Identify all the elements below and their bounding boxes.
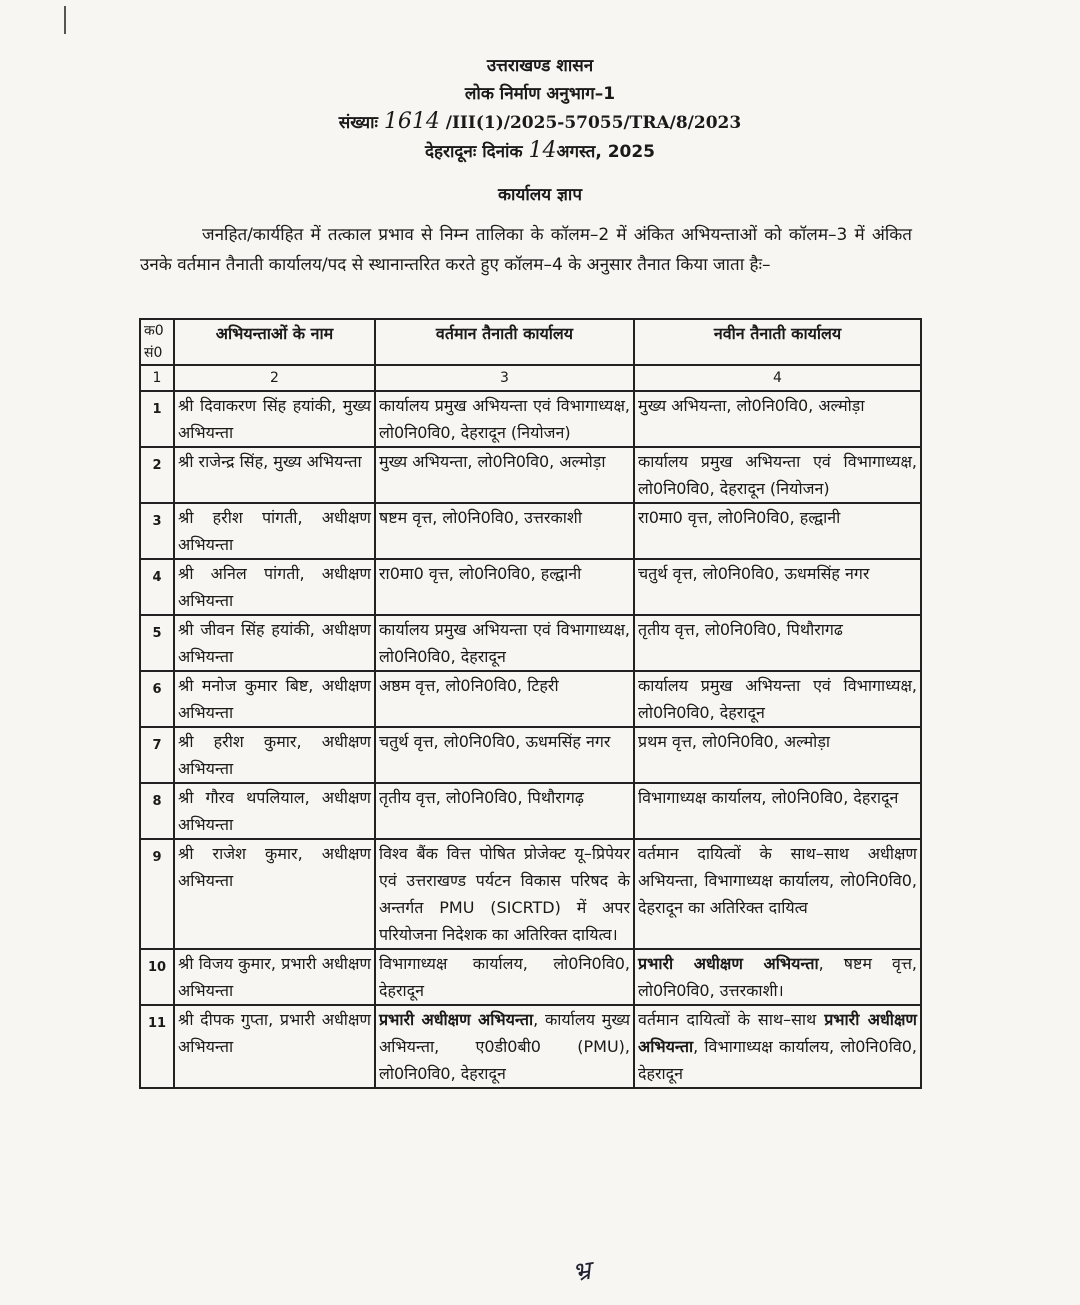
table-row — [140, 949, 921, 1005]
place-date-label: देहरादूनः दिनांक — [424, 142, 523, 162]
new-posting-bold: प्रभारी अधीक्षण अभियन्ता — [638, 954, 819, 973]
engineer-name: श्री गौरव थपलियाल, अधीक्षण अभियन्ता — [178, 788, 371, 834]
row-serial-cell — [140, 839, 174, 949]
current-posting-cell — [375, 1005, 634, 1088]
new-posting: प्रथम वृत्त, लो0नि0वि0, अल्मोड़ा — [638, 732, 831, 751]
row-serial: 9 — [152, 850, 162, 865]
current-posting-cell — [375, 839, 634, 949]
row-serial-cell — [140, 503, 174, 559]
transfer-table — [139, 318, 922, 1089]
government-title: उत्तराखण्ड शासन — [486, 56, 594, 76]
table-row — [140, 559, 921, 615]
row-serial: 5 — [152, 626, 162, 641]
current-posting-cell — [375, 727, 634, 783]
table-row — [140, 839, 921, 949]
engineer-name: श्री हरीश कुमार, अधीक्षण अभियन्ता — [178, 732, 371, 778]
current-posting: कार्यालय प्रमुख अभियन्ता एवं विभागाध्यक्ष, लो0नि0वि0, देहरादून — [379, 620, 630, 666]
new-posting-cell — [634, 391, 921, 447]
row-serial-cell — [140, 447, 174, 503]
current-posting: चतुर्थ वृत्त, लो0नि0वि0, ऊधमसिंह नगर — [379, 732, 611, 751]
engineer-name-cell — [174, 559, 375, 615]
table-row — [140, 447, 921, 503]
new-posting-cell — [634, 615, 921, 671]
row-serial: 10 — [147, 960, 167, 975]
current-posting: कार्यालय प्रमुख अभियन्ता एवं विभागाध्यक्ष, लो0नि0वि0, देहरादून (नियोजन) — [379, 396, 630, 442]
engineer-name: श्री हरीश पांगती, अधीक्षण अभियन्ता — [178, 508, 371, 554]
row-serial: 6 — [152, 682, 162, 697]
row-serial-cell — [140, 783, 174, 839]
engineer-name: श्री राजेश कुमार, अधीक्षण अभियन्ता — [178, 844, 371, 890]
row-serial-cell — [140, 1005, 174, 1088]
current-posting: षष्टम वृत्त, लो0नि0वि0, उत्तरकाशी — [379, 508, 582, 527]
engineer-name-cell — [174, 615, 375, 671]
new-posting: रा0मा0 वृत्त, लो0नि0वि0, हल्द्वानी — [638, 508, 841, 527]
new-posting: , विभागाध्यक्ष कार्यालय, लो0नि0वि0, देहरादून — [638, 1037, 917, 1083]
table-row — [140, 503, 921, 559]
handwritten-date: 14 — [528, 138, 557, 163]
new-posting-cell — [634, 727, 921, 783]
current-posting: विश्व बैंक वित्त पोषित प्रोजेक्ट यू–प्रिपेयर एवं उत्तराखण्ड पर्यटन विकास परिषद के अन्तर्गत PMU (SICRTD) में अपर परियोजना निदेशक का अतिरिक्त दायित्व। — [379, 844, 630, 944]
engineer-name: श्री विजय कुमार, प्रभारी अधीक्षण अभियन्ता — [178, 954, 371, 1000]
new-posting-cell — [634, 949, 921, 1005]
current-posting-bold: प्रभारी अधीक्षण अभियन्ता — [379, 1010, 534, 1029]
row-serial: 1 — [152, 402, 162, 417]
intro-text: जनहित/कार्यहित में तत्काल प्रभाव से निम्न तालिका के कॉलम–2 में अंकित अभियन्ताओं को कॉलम–3 में अंकित उनके वर्तमान तैनाती कार्यालय/पद से स्थानान्तरित करते हुए कॉलम–4 के अनुसार तैनात किया जाता हैः– — [140, 225, 912, 275]
reference-number — [0, 108, 1080, 137]
table-row — [140, 1005, 921, 1088]
table-row — [140, 783, 921, 839]
header-current-posting: वर्तमान तैनाती कार्यालय — [375, 319, 634, 365]
current-posting: मुख्य अभियन्ता, लो0नि0वि0, अल्मोड़ा — [379, 452, 606, 471]
intro-paragraph — [140, 220, 912, 280]
header-new-posting: नवीन तैनाती कार्यालय — [634, 319, 921, 365]
header-serial: क0 सं0 — [140, 319, 174, 365]
row-serial-cell — [140, 615, 174, 671]
engineer-name: श्री जीवन सिंह हयांकी, अधीक्षण अभियन्ता — [178, 620, 371, 666]
row-serial-cell — [140, 391, 174, 447]
new-posting-cell — [634, 1005, 921, 1088]
engineer-name-cell — [174, 727, 375, 783]
column-number: 4 — [634, 365, 921, 391]
row-serial: 8 — [152, 794, 162, 809]
header-name: अभियन्ताओं के नाम — [174, 319, 375, 365]
table-row — [140, 391, 921, 447]
current-posting: रा0मा0 वृत्त, लो0नि0वि0, हल्द्वानी — [379, 564, 582, 583]
new-posting: कार्यालय प्रमुख अभियन्ता एवं विभागाध्यक्ष, लो0नि0वि0, देहरादून (नियोजन) — [638, 452, 917, 498]
current-posting-cell — [375, 447, 634, 503]
handwritten-number: 1614 — [383, 109, 440, 134]
engineer-name: श्री अनिल पांगती, अधीक्षण अभियन्ता — [178, 564, 371, 610]
document-header — [0, 52, 1080, 166]
row-serial: 2 — [152, 458, 162, 473]
number-label: संख्याः — [338, 113, 378, 133]
column-number-row — [140, 365, 921, 391]
new-posting: चतुर्थ वृत्त, लो0नि0वि0, ऊधमसिंह नगर — [638, 564, 870, 583]
column-number: 3 — [375, 365, 634, 391]
new-posting-prefix: वर्तमान दायित्वों के साथ–साथ — [638, 1010, 825, 1029]
new-posting-cell — [634, 503, 921, 559]
current-posting-cell — [375, 949, 634, 1005]
current-posting-cell — [375, 503, 634, 559]
row-serial: 7 — [152, 738, 162, 753]
row-serial-cell — [140, 727, 174, 783]
row-serial: 3 — [152, 514, 162, 529]
current-posting: , कार्यालय मुख्य अभियन्ता, ए0डी0बी0 (PMU), लो0नि0वि0, देहरादून — [379, 1010, 630, 1083]
engineer-name-cell — [174, 783, 375, 839]
transfer-table-body — [140, 319, 921, 1088]
table-row — [140, 671, 921, 727]
table-row — [140, 615, 921, 671]
new-posting: कार्यालय प्रमुख अभियन्ता एवं विभागाध्यक्ष, लो0नि0वि0, देहरादून — [638, 676, 917, 722]
new-posting-cell — [634, 783, 921, 839]
engineer-name-cell — [174, 391, 375, 447]
new-posting: विभागाध्यक्ष कार्यालय, लो0नि0वि0, देहरादून — [638, 788, 899, 807]
current-posting-cell — [375, 391, 634, 447]
row-serial-cell — [140, 559, 174, 615]
new-posting: वर्तमान दायित्वों के साथ–साथ अधीक्षण अभियन्ता, विभागाध्यक्ष कार्यालय, लो0नि0वि0, देहरादून का अतिरिक्त दायित्व — [638, 844, 917, 917]
engineer-name-cell — [174, 839, 375, 949]
new-posting: , षष्टम वृत्त, लो0नि0वि0, उत्तरकाशी। — [638, 954, 917, 1000]
engineer-name: श्री दिवाकरण सिंह हयांकी, मुख्य अभियन्ता — [178, 396, 371, 442]
new-posting-cell — [634, 839, 921, 949]
current-posting-cell — [375, 559, 634, 615]
department-title: लोक निर्माण अनुभाग–1 — [464, 84, 616, 104]
number-suffix: /III(1)/2025-57055/TRA/8/2023 — [445, 113, 742, 133]
new-posting: तृतीय वृत्त, लो0नि0वि0, पिथौरागढ — [638, 620, 843, 639]
new-posting-bold: प्रभारी अधीक्षण अभियन्ता — [638, 1010, 917, 1056]
new-posting-cell — [634, 559, 921, 615]
engineer-name: श्री राजेन्द्र सिंह, मुख्य अभियन्ता — [178, 452, 362, 471]
current-posting: अष्ठम वृत्त, लो0नि0वि0, टिहरी — [379, 676, 559, 695]
new-posting-cell — [634, 671, 921, 727]
place-date — [0, 137, 1080, 166]
date-suffix: अगस्त, 2025 — [556, 142, 656, 162]
engineer-name-cell — [174, 949, 375, 1005]
current-posting-cell — [375, 783, 634, 839]
engineer-name: श्री मनोज कुमार बिष्ट, अधीक्षण अभियन्ता — [178, 676, 371, 722]
engineer-name: श्री दीपक गुप्ता, प्रभारी अधीक्षण अभियन्ता — [178, 1010, 371, 1056]
engineer-name-cell — [174, 1005, 375, 1088]
engineer-name-cell — [174, 671, 375, 727]
new-posting: मुख्य अभियन्ता, लो0नि0वि0, अल्मोड़ा — [638, 396, 865, 415]
current-posting-cell — [375, 615, 634, 671]
memo-title: कार्यालय ज्ञाप — [498, 185, 582, 205]
current-posting: तृतीय वृत्त, लो0नि0वि0, पिथौरागढ़ — [379, 788, 584, 807]
row-serial: 4 — [152, 570, 162, 585]
row-serial: 11 — [147, 1016, 167, 1031]
row-serial-cell — [140, 949, 174, 1005]
handwritten-signature: भ्र — [570, 1255, 593, 1289]
current-posting-cell — [375, 671, 634, 727]
column-number: 1 — [140, 365, 174, 391]
table-row — [140, 727, 921, 783]
engineer-name-cell — [174, 447, 375, 503]
new-posting-cell — [634, 447, 921, 503]
scan-edge-mark — [64, 6, 66, 34]
row-serial-cell — [140, 671, 174, 727]
current-posting: विभागाध्यक्ष कार्यालय, लो0नि0वि0, देहरादून — [379, 954, 630, 1000]
engineer-name-cell — [174, 503, 375, 559]
column-number: 2 — [174, 365, 375, 391]
table-header-row — [140, 319, 921, 365]
